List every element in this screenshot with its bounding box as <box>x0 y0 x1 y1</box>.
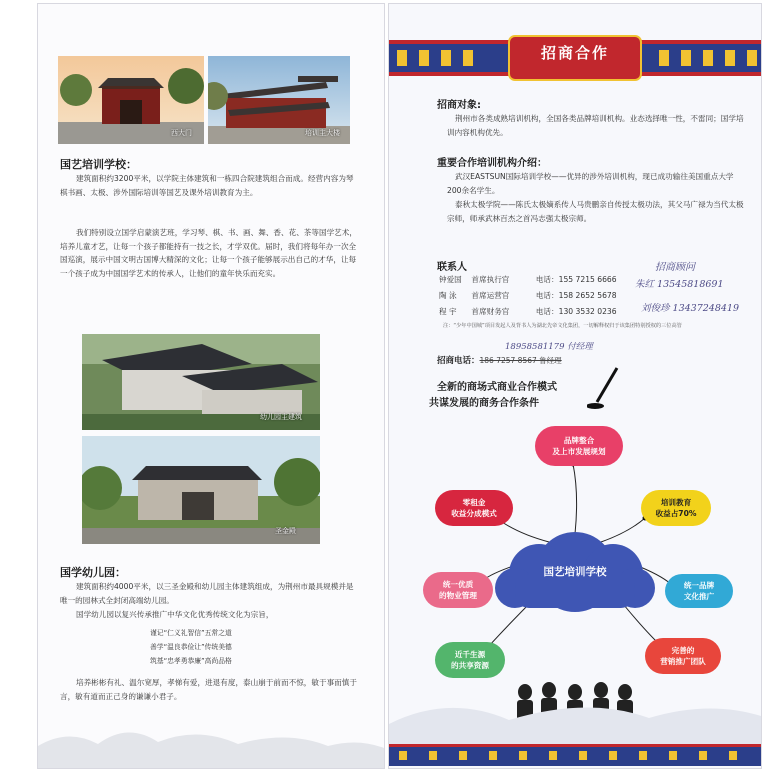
right-page <box>389 4 761 768</box>
school-paragraph-1: 建筑面积约3200平米，以学院主体建筑和一栋四合院建筑组合而成。经营内容为琴棋书画、太极、涉外国际培训等国艺及课外培训教育为主。 <box>60 174 354 197</box>
contact-phone: 电话：130 3532 0236 <box>535 307 617 316</box>
handwritten-hotline: 18958581179 付经理 <box>505 342 593 352</box>
handwritten-consultant-2: 刘俊珍 13437248419 <box>641 303 740 314</box>
hotline-number: 186 7257 8567 鲁经理 <box>479 356 562 365</box>
kindergarten-item: 筑基“忠孝勇恭廉”高尚品格 <box>150 657 232 665</box>
photo-kindergarten-building <box>82 334 320 430</box>
hotline-label: 招商电话： <box>437 356 480 366</box>
photo-caption: 西大门 <box>171 129 192 137</box>
bubble-brand-integration: 品牌整合 及上市发展规划 <box>535 426 623 466</box>
contact-phone: 电话：155 7215 6666 <box>535 275 617 284</box>
kindergarten-heading: 国学幼儿园： <box>60 566 126 579</box>
ink-brush-icon <box>587 366 621 412</box>
contact-title: 首席运营官 <box>471 291 510 300</box>
ornamental-footer <box>389 744 761 766</box>
mountain-watermark <box>38 708 384 768</box>
handwritten-consultant-1: 朱红 13545818691 <box>635 279 724 290</box>
kindergarten-item: 谨记“仁义礼智信”五常之道 <box>150 629 232 637</box>
photo-west-gate <box>58 56 204 144</box>
handwritten-consultant-title: 招商顾问 <box>655 262 695 273</box>
partner-heading: 重要合作培训机构介绍： <box>437 158 547 169</box>
contact-name: 程 宇 <box>439 307 457 316</box>
bubble-training-revenue: 培训教育 收益占70% <box>641 490 711 526</box>
photo-caption: 培训主大楼 <box>305 129 340 137</box>
kindergarten-paragraph-2: 国学幼儿园以复兴传承推广中华文化优秀传统文化为宗旨， <box>76 610 274 619</box>
photo-golden-hall <box>82 436 320 544</box>
bubble-brand-promotion: 统一品牌 文化推广 <box>665 574 733 608</box>
kindergarten-paragraph-3: 培养彬彬有礼、温尔宽厚，孝悌有爱，进退有度，泰山崩于前而不惊，敏于事而慎于言，敏有道而正己身的谦谦小君子。 <box>60 678 357 701</box>
kindergarten-item: 善学“温良恭俭让”传统美德 <box>150 643 232 651</box>
slogan-line-2: 共谋发展的商务合作条件 <box>429 398 539 409</box>
hotline <box>437 354 562 366</box>
school-paragraph-2: 我们特别设立国学启蒙演艺班，学习琴、棋、书、画、舞、香、花、茶等国学艺术，培养儿童才艺，让每一个孩子都能持有一技之长，才学双优。届时，我们将每年办一次全国巡演，展示中国文明古国博大精深的文化；让每一个孩子能够展示出自己的才华，让每一个孩子成为中国国学艺术的传承人，让他们的童年快乐而充实。 <box>60 228 357 278</box>
left-page <box>38 4 384 768</box>
school-heading: 国艺培训学校： <box>60 158 137 171</box>
target-body: 荆州市各类成熟培训机构，全国各类品牌培训机构。业态选择唯一性，不雷同；国学培训内容机构优先。 <box>447 114 744 137</box>
bubble-property-management: 统一优质 的物业管理 <box>423 572 493 608</box>
photo-caption: 圣金殿 <box>275 527 296 535</box>
bubble-zero-rent: 零租金 收益分成模式 <box>435 490 513 526</box>
slogan-line-1: 全新的商场式商业合作模式 <box>437 382 557 393</box>
footnote: 注：“少年中国城”项目发起人及背书人为湖北先帝文化集团，一切解释权归于该集团特别授权的三位高管 <box>443 323 682 329</box>
center-school-label: 国艺培训学校 <box>543 566 607 578</box>
photo-main-building <box>208 56 350 144</box>
contact-name: 陶 泳 <box>439 291 457 300</box>
target-heading: 招商对象: <box>437 100 481 111</box>
bubble-marketing-team: 完善的 营销推广团队 <box>645 638 721 674</box>
contact-heading: 联系人 <box>437 262 467 273</box>
contact-title: 首席执行官 <box>471 275 510 284</box>
contact-title: 首席财务官 <box>471 307 510 316</box>
contact-name: 钟爱国 <box>439 275 462 284</box>
photo-caption: 幼儿园主建筑 <box>260 413 302 421</box>
kindergarten-paragraph-1: 建筑面积约4000平米，以三圣金殿和幼儿园主体建筑组成，为荆州市最具规模并是唯一的园林式全封闭高端幼儿园。 <box>60 582 354 605</box>
banner-title: 招商合作 <box>540 44 609 62</box>
contact-phone: 电话：158 2652 5678 <box>535 291 617 300</box>
bubble-shared-students: 近千生源 的共享资源 <box>435 642 505 678</box>
partner-paragraph-1: 武汉EASTSUN国际培训学校——优异的涉外培训机构，现已成功输往美国重点大学200余名学生。 <box>447 172 734 195</box>
partner-paragraph-2: 泰秋太极学院——陈氏太极嫡系传人马贵鹏亲自传授太极功法，其父马广禄为当代太极宗师，师承武林百杰之首冯志强太极宗师。 <box>447 200 744 223</box>
